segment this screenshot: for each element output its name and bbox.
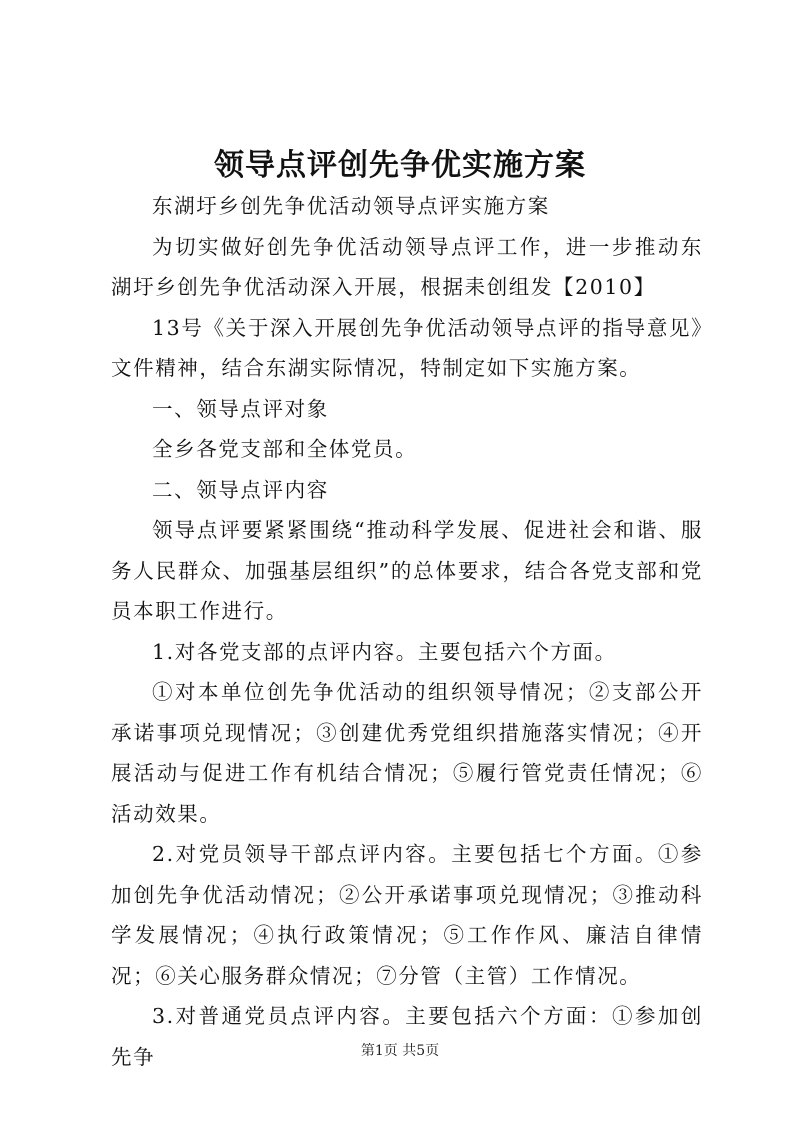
page-indicator: 第1页 共5页 (360, 1043, 440, 1059)
paragraph-targets: 全乡各党支部和全体党员。 (152, 437, 418, 461)
paragraph-cadre-review: 2.对党员领导干部点评内容。主要包括七个方面。①参加创先争优活动情况；②公开承诺事项兑现情况；③推动科学发展情况；④执行政策情况；⑤工作作风、廉洁自律情况；⑥关心服务群众情况；⑦分管（主管）工作情况。 (111, 842, 703, 988)
paragraph-content-overview: 领导点评要紧紧围绕“推动科学发展、促进社会和谐、服务人民群众、加强基层组织”的总体要求，结合各党支部和党员本职工作进行。 (111, 518, 703, 623)
paragraph-branch-review-heading: 1.对各党支部的点评内容。主要包括六个方面。 (152, 639, 617, 664)
section-heading-content: 二、领导点评内容 (152, 477, 329, 502)
paragraph-intro: 为切实做好创先争优活动领导点评工作，进一步推动东湖圩乡创先争优活动深入开展，根据耒创组发【2010】 (111, 234, 703, 299)
document-body (111, 186, 703, 1077)
document-title: 领导点评创先争优实施方案 (214, 148, 586, 183)
paragraph-member-review: 3.对普通党员点评内容。主要包括六个方面：①参加创先争 (111, 1004, 703, 1069)
paragraph-subtitle: 东湖圩乡创先争优活动领导点评实施方案 (152, 194, 550, 218)
section-heading-targets: 一、领导点评对象 (152, 396, 329, 421)
paragraph-intro-continued: 13号《关于深入开展创先争优活动领导点评的指导意见》文件精神，结合东湖实际情况，特制定如下实施方案。 (111, 315, 703, 380)
paragraph-branch-review-items: ①对本单位创先争优活动的组织领导情况；②支部公开承诺事项兑现情况；③创建优秀党组织措施落实情况；④开展活动与促进工作有机结合情况；⑤履行管党责任情况；⑥活动效果。 (111, 680, 703, 826)
